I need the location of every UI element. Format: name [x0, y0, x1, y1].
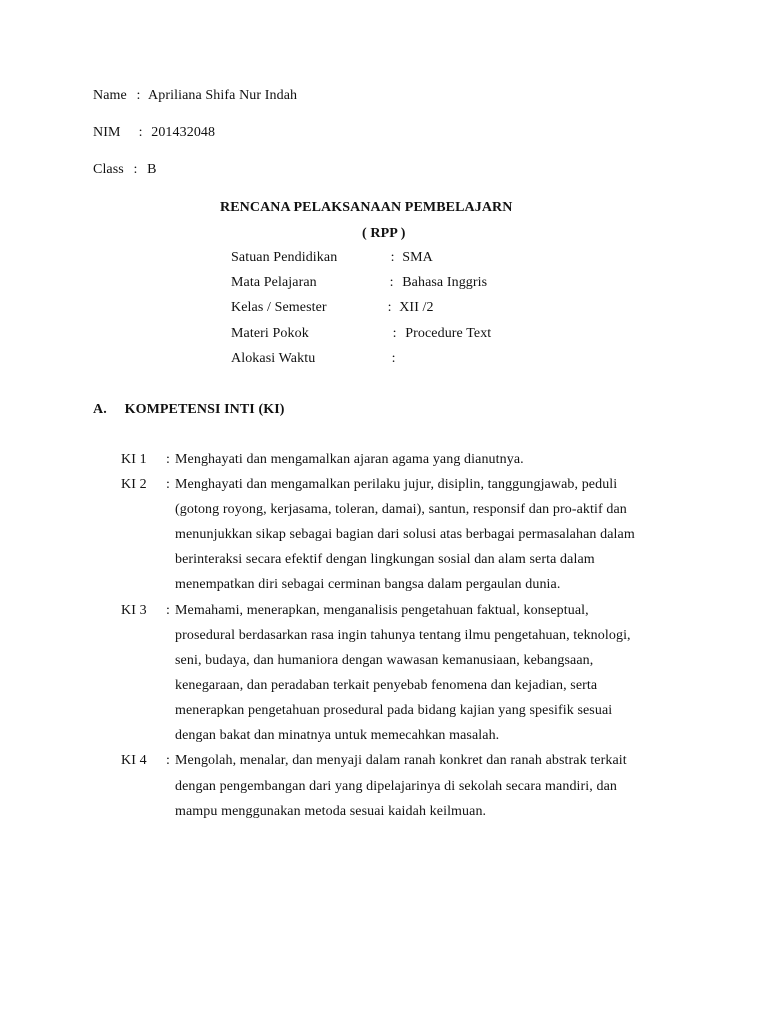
- ki-text-line: (gotong royong, kerjasama, toleran, damai), santun, responsif dan pro-aktif dan: [175, 502, 627, 517]
- identity-value: Bahasa Inggris: [402, 275, 488, 290]
- ki-text-line: prosedural berdasarkan rasa ingin tahunya tentang ilmu pengetahuan, teknologi,: [175, 628, 631, 643]
- identity-row: [231, 351, 401, 367]
- ki-code: KI 1: [121, 452, 147, 467]
- identity-value: Procedure Text: [405, 326, 492, 341]
- identity-row: [231, 250, 433, 266]
- identity-label: Mata Pelajaran: [231, 275, 317, 290]
- ki-code: KI 3: [121, 603, 147, 618]
- ki-separator: :: [166, 477, 170, 492]
- ki-text-line: dengan bakat dan minatnya untuk memecahkan masalah.: [175, 728, 500, 743]
- name-value: Apriliana Shifa Nur Indah: [148, 88, 298, 103]
- identity-value: XII /2: [399, 300, 434, 315]
- identity-value: SMA: [402, 250, 433, 265]
- ki-separator: :: [166, 753, 170, 768]
- name-label: Name: [93, 88, 127, 103]
- identity-separator: :: [387, 300, 392, 315]
- nim-value: 201432048: [151, 125, 216, 140]
- section-a-title: KOMPETENSI INTI (KI): [124, 402, 285, 417]
- identity-row: [231, 300, 434, 316]
- ki-text-line: berinteraksi secara efektif dengan lingkungan sosial dan alam serta dalam: [175, 552, 595, 567]
- section-a-marker: A.: [93, 402, 107, 417]
- identity-label: Alokasi Waktu: [231, 351, 316, 366]
- student-class-row: [93, 162, 157, 178]
- identity-separator: :: [390, 250, 395, 265]
- document-subtitle: ( RPP ): [362, 226, 406, 241]
- ki-text-line: Memahami, menerapkan, menganalisis pengetahuan faktual, konseptual,: [175, 603, 589, 618]
- identity-label: Materi Pokok: [231, 326, 309, 341]
- identity-separator: :: [391, 351, 396, 366]
- ki-code: KI 4: [121, 753, 147, 768]
- identity-row: [231, 275, 487, 291]
- ki-text-line: Menghayati dan mengamalkan ajaran agama yang dianutnya.: [175, 452, 524, 467]
- section-a-heading: [93, 402, 285, 418]
- student-name-row: [93, 88, 297, 104]
- ki-text-line: Mengolah, menalar, dan menyaji dalam ranah konkret dan ranah abstrak terkait: [175, 753, 627, 768]
- name-separator: :: [136, 88, 141, 103]
- identity-label: Satuan Pendidikan: [231, 250, 338, 265]
- ki-text-line: kenegaraan, dan peradaban terkait penyebab fenomena dan kejadian, serta: [175, 678, 598, 693]
- nim-separator: :: [138, 125, 143, 140]
- identity-row: [231, 326, 491, 342]
- class-label: Class: [93, 162, 124, 177]
- ki-text-line: Menghayati dan mengamalkan perilaku jujur, disiplin, tanggungjawab, peduli: [175, 477, 618, 492]
- identity-label: Kelas / Semester: [231, 300, 327, 315]
- ki-code: KI 2: [121, 477, 147, 492]
- ki-separator: :: [166, 603, 170, 618]
- ki-text-line: seni, budaya, dan humaniora dengan wawasan kemanusiaan, kebangsaan,: [175, 653, 594, 668]
- ki-text-line: dengan pengembangan dari yang dipelajarinya di sekolah secara mandiri, dan: [175, 779, 618, 794]
- ki-text-line: menempatkan diri sebagai cerminan bangsa dalam pergaulan dunia.: [175, 577, 561, 592]
- identity-separator: :: [389, 275, 394, 290]
- class-value: B: [147, 162, 157, 177]
- ki-text-line: menerapkan pengetahuan prosedural pada bidang kajian yang spesifik sesuai: [175, 703, 613, 718]
- class-separator: :: [133, 162, 138, 177]
- ki-separator: :: [166, 452, 170, 467]
- identity-separator: :: [392, 326, 397, 341]
- student-nim-row: [93, 125, 215, 141]
- nim-label: NIM: [93, 125, 121, 140]
- document-title: RENCANA PELAKSANAAN PEMBELAJARN: [220, 200, 513, 215]
- ki-text-line: mampu menggunakan metoda sesuai kaidah keilmuan.: [175, 804, 487, 819]
- ki-text-line: menunjukkan sikap sebagai bagian dari solusi atas berbagai permasalahan dalam: [175, 527, 635, 542]
